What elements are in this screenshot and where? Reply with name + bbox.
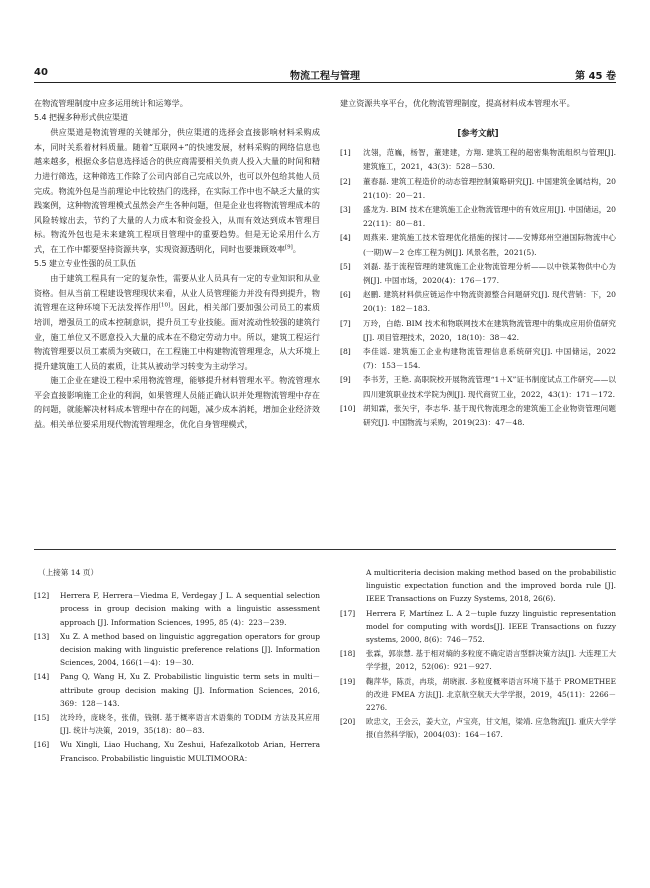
paragraph: 在物流管理制度中应多运用统计和运筹学。 bbox=[34, 98, 188, 108]
reference-item-continued: A multicriteria decision making method based on the probabilistic linguistic expectation function and the improved borda rule [J]. IEEE Transactions on Fuzzy Systems, 2018, 26(6). bbox=[366, 568, 616, 604]
reference-item: [3] 盛龙为. BIM 技术在建筑施工企业物流管理中的有效应用[J]. 中国储运，2022(11)：80－81. bbox=[340, 205, 616, 229]
right-column bbox=[340, 96, 616, 430]
reference-item: [4] 周燕来. 建筑施工技术管理优化措施的探讨——安博郑州空港国际物流中心(一期)W－2 仓库工程为例[J]. 风景名胜，2021(5). bbox=[340, 233, 616, 257]
references-title: [参考文献] bbox=[457, 127, 499, 138]
reference-item: [18] 张霖，郭崇慧. 基于相对熵的多粒度不确定语言型群决策方法[J]. 大连理工大学学报，2012，52(06)：921－927. bbox=[340, 649, 616, 672]
reference-item: [5] 刘磊. 基于流程管理的建筑施工企业物流管理分析——以中铁某物供中心为例[J]. 中国市场，2020(4)：176－177. bbox=[340, 261, 616, 286]
section-heading-5-4: 5.4 把握多种形式供应渠道 bbox=[34, 112, 128, 122]
section-divider bbox=[34, 549, 616, 550]
journal-title: 物流工程与管理 bbox=[290, 71, 360, 82]
citation: [9] bbox=[284, 244, 293, 251]
running-header bbox=[34, 66, 616, 83]
section-heading-5-5: 5.5 建立专业性强的员工队伍 bbox=[34, 258, 136, 268]
reference-item: [12] Herrera F, Herrera－Viedma E, Verdegay J L. A sequential selection process in group decision making with a linguistic assessment approach [J]. Information Sciences, 1995, 85 (4)：223－239. bbox=[34, 591, 320, 627]
paragraph: 建立资源共享平台，优化物流管理制度，提高材料成本管理水平。 bbox=[340, 98, 575, 108]
reference-list bbox=[340, 146, 616, 430]
reference-item: [14] Pang Q, Wang H, Xu Z. Probabilistic linguistic term sets in multi－attribute group decision making [J]. Information Sciences, 2016, 369：128－143. bbox=[34, 672, 320, 708]
reference-item: [17] Herrera F, Martínez L. A 2－tuple fuzzy linguistic representation model for computing with words[J]. IEEE Transactions on fuzzy systems, 2000, 8(6)：746－752. bbox=[340, 608, 616, 645]
reference-item: [13] Xu Z. A method based on linguistic aggregation operators for group decision making with linguistic preference relations [J]. Information Sciences, 2004, 166(1－4)：19－30. bbox=[34, 631, 320, 668]
continued-refs-right bbox=[340, 566, 616, 743]
page-number: 40 bbox=[34, 67, 48, 78]
citation: [10] bbox=[158, 302, 171, 309]
reference-item: [9] 李书芳，王艳. 高职院校开展物流管理“1＋X”证书制度试点工作研究——以四川建筑职业技术学院为例[J]. 现代商贸工业，2022，43(1)：171－172. bbox=[340, 375, 616, 399]
reference-item: [19] 鞠萍华，陈贡，冉琰，胡晓淑. 多粒度概率语言环境下基于 PROMETHEE 的改进 FMEA 方法[J]. 北京航空航天大学学报，2019，45(11)：2266－2276. bbox=[340, 676, 616, 713]
paragraph: 由于建筑工程具有一定的复杂性，需要从业人员具有一定的专业知识和从业资格。但从当前工程建设管理现状来看，从业人员管理能力并没有得到提升，物流管理在这种环境下无法发挥作用[10]。因此，相关部门要加强公司员工的素质培训，增强员工的成本控制意识，提升员工专业技能。面对流动性较强的建筑行业，施工单位又不愿意投入大量的成本在不稳定劳动力中。所以，建筑工程运行物流管理要以员工素质为突破口，在工程施工中构建物流管理理念，从大环境上提升建筑施工人员的素质，让其从被动学习转变为主动学习。 bbox=[34, 273, 320, 371]
continued-refs-left bbox=[34, 566, 320, 766]
reference-item: [8] 李佳谣. 建筑施工企业构建物流管理信息系统研究[J]. 中国储运，2022(7)：153－154. bbox=[340, 347, 616, 371]
paragraph: 供应渠道是物流管理的关键部分，供应渠道的选择会直接影响材料采购成本，同时关系着材料质量。随着“互联网+”的快速发展，材料采购的网络信息也越来越多，根据众多信息选择适合的供应商需要相关负责人投入大量的时间和精力进行筛选，这种筛选工作除了公司内部自己完成以外，也可以外包给其他人员完成。物流外包是当前理论中比较热门的选择，在实际工作中也不缺乏大量的实践案例，这种物流管理模式虽然会产生各种问题，但是企业也将物流管理成本的风险转嫁出去，节约了大量的人力成本和资金投入，从而有效达到成本管理目标。物流外包也是未来建筑工程项目管理中的重要趋势。但是无论采用什么方式，在工作中都要坚持资源共享，实现资源透明化，同时也要兼顾效率[9]。 bbox=[34, 127, 320, 254]
reference-item: [2] 董春磊. 建筑工程造价的动态管理控制策略研究[J]. 中国建筑金属结构，2021(10)：20－21. bbox=[340, 176, 616, 200]
paragraph: 施工企业在建设工程中采用物流管理，能够提升材料管理水平。物流管理水平会直接影响施工企业的利润，如果管理人员能正确认识并处理物流管理中存在的问题，就能解决材料成本管理中存在的问题，减少成本消耗，增加企业经济效益。相关单位要采用现代物流管理理念，优化自身管理模式， bbox=[34, 375, 320, 430]
reference-item: [7] 万玲，白皓. BIM 技术和物联网技术在建筑物流管理中的集成应用价值研究[J]. 项目管理技术，2020，18(10)：38－42. bbox=[340, 318, 616, 342]
reference-item: [6] 赵鹏. 建筑材料供应链运作中物流资源整合问题研究[J]. 现代营销：下，2020(1)：182－183. bbox=[340, 290, 616, 314]
reference-item: [16] Wu Xingli, Liao Huchang, Xu Zeshui, Hafezalkotob Arian, Herrera Francisco. Probabilistic linguistic MULTIMOORA： bbox=[34, 740, 320, 763]
continued-note: （上接第 14 页） bbox=[38, 568, 99, 577]
volume-label: 第 45 卷 bbox=[575, 71, 616, 82]
reference-list bbox=[34, 589, 320, 765]
reference-item: [20] 欧忠文，王会云，姜大立，卢宝亮，甘文旭，梁靖. 应急物流[J]. 重庆大学学报(自然科学版)，2004(03)：164－167. bbox=[340, 717, 616, 740]
reference-list bbox=[340, 566, 616, 742]
reference-item: [15] 沈玲玲，庞晓冬，张倩，钱钢. 基于概率语言术语集的 TODIM 方法及其应用[J]. 统计与决策，2019，35(18)：80－83. bbox=[34, 713, 320, 736]
reference-item: [1] 沈翎，范巍，杨智，董建建，方翔. 建筑工程的超密集物流组织与管理[J]. 建筑施工，2021，43(3)：528－530. bbox=[340, 148, 616, 172]
reference-item: [10] 胡知霖，张矢宇，李志华. 基于现代物流理念的建筑施工企业物资管理问题研究[J]. 中国物流与采购，2019(23)：47－48. bbox=[340, 403, 616, 428]
left-column bbox=[34, 96, 320, 432]
